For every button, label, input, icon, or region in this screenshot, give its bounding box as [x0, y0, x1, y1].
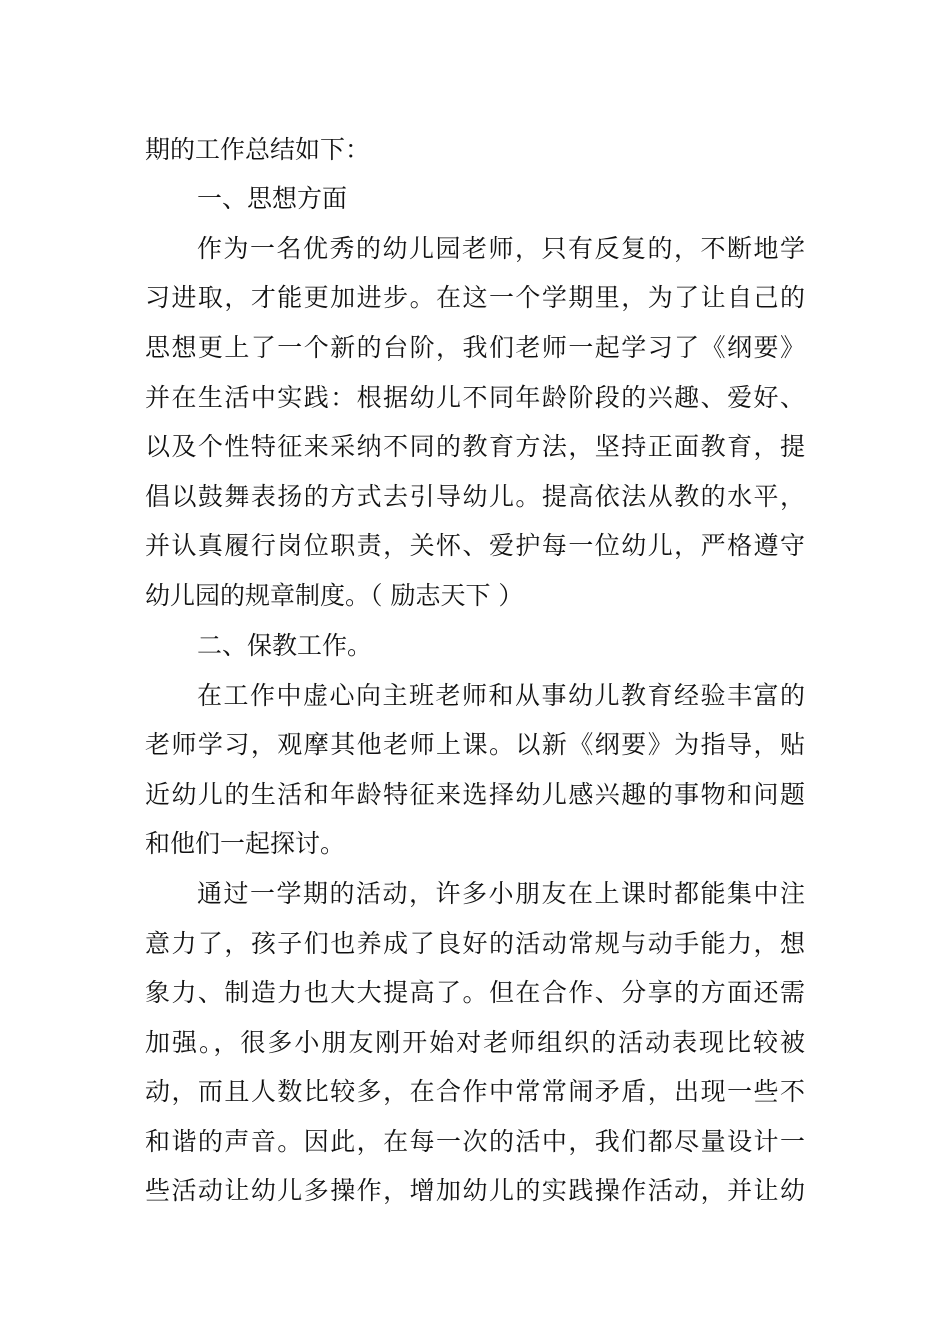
text-line: 意力了，孩子们也养成了良好的活动常规与动手能力，想: [145, 929, 805, 958]
text-line: 以及个性特征来采纳不同的教育方法，坚持正面教育，提: [145, 432, 805, 461]
text-line: 在工作中虚心向主班老师和从事幼儿教育经验丰富的: [197, 681, 805, 710]
text-line: 幼儿园的规章制度。（ 励志天下 ）: [145, 581, 524, 610]
text-line: 思想更上了一个新的台阶，我们老师一起学习了《纲要》: [145, 333, 805, 362]
text-line: 倡以鼓舞表扬的方式去引导幼儿。提高依法从教的水平，: [145, 482, 805, 511]
text-line: 习进取，才能更加进步。在这一个学期里，为了让自己的: [145, 283, 805, 312]
section-heading: 一、思想方面: [197, 184, 348, 213]
text-line: 象力、制造力也大大提高了。但在合作、分享的方面还需: [145, 978, 805, 1007]
text-line: 老师学习，观摩其他老师上课。以新《纲要》为指导，贴: [145, 730, 805, 759]
text-line: 动，而且人数比较多，在合作中常常闹矛盾，出现一些不: [145, 1077, 805, 1106]
text-line: 并在生活中实践：根据幼儿不同年龄阶段的兴趣、爱好、: [145, 383, 805, 412]
text-line: 通过一学期的活动，许多小朋友在上课时都能集中注: [197, 879, 805, 908]
text-line: 作为一名优秀的幼儿园老师，只有反复的，不断地学: [197, 234, 805, 263]
section-heading: 二、保教工作。: [197, 631, 373, 660]
text-line: 加强。，很多小朋友刚开始对老师组织的活动表现比较被: [145, 1028, 805, 1057]
text-line: 期的工作总结如下：: [145, 135, 371, 164]
text-line: 近幼儿的生活和年龄特征来选择幼儿感兴趣的事物和问题: [145, 780, 805, 809]
text-line: 和他们一起探讨。: [145, 829, 346, 858]
text-line: 些活动让幼儿多操作，增加幼儿的实践操作活动，并让幼: [145, 1176, 805, 1205]
text-line: 并认真履行岗位职责，关怀、爱护每一位幼儿，严格遵守: [145, 531, 805, 560]
text-line: 和谐的声音。因此，在每一次的活中，我们都尽量设计一: [145, 1127, 805, 1156]
